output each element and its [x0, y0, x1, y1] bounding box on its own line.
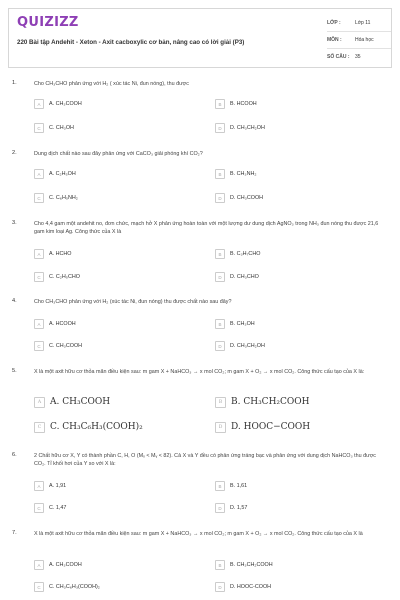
meta-label: SỐ CÂU : [327, 54, 350, 60]
option-box-icon: D [215, 341, 225, 351]
question-text: Dung dịch chất nào sau đây phản ứng với CaCO₃ giải phóng khí CO₂? [34, 151, 203, 157]
option-text: D. HOOC-COOH [230, 584, 272, 590]
option-box-icon: C [34, 503, 44, 513]
option-text: C. CH₃C₆H₃(COOH)₂ [50, 422, 143, 432]
question-number: 4. [12, 298, 17, 304]
option-box-icon: C [34, 123, 44, 133]
option-box-icon: C [34, 422, 45, 433]
option-box-icon: A [34, 397, 45, 408]
option-text: C. C₂H₅CHO [49, 274, 80, 280]
option-box-icon: B [215, 560, 225, 570]
option-a[interactable] [34, 318, 204, 330]
option-box-icon: A [34, 319, 44, 329]
question-text: 2 Chất hữu cơ X, Y có thành phần C, H, O (Mₓ < Mᵧ < 82). Cả X và Y đều có phản ứng tráng bạc và phản ứng với dung dịch NaHCO₃ thu được CO₂. Tỉ khối hơi của Y so với X là: [34, 453, 376, 467]
option-box-icon: B [215, 397, 226, 408]
question-text: X là một axit hữu cơ thỏa mãn điều kiện sau: m gam X + NaHCO₃ → x mol CO₂; m gam X + O₂ → x mol CO₂. Công thức cấu tạo của X là [34, 531, 363, 537]
question-number: 6. [12, 452, 17, 458]
option-c[interactable] [34, 502, 204, 514]
worksheet-header [8, 8, 392, 68]
option-box-icon: C [34, 272, 44, 282]
question-number: 2. [12, 150, 17, 156]
option-text: B. CH₃NH₂ [230, 171, 257, 177]
option-text: D. HOOC−COOH [231, 422, 311, 432]
option-box-icon: A [34, 560, 44, 570]
meta-label: MÔN : [327, 37, 342, 43]
option-box-icon: C [34, 582, 44, 592]
question-number: 5. [12, 368, 17, 374]
option-text: D. CH₃CH₂OH [230, 343, 265, 349]
option-d[interactable] [215, 192, 385, 204]
option-text: C. C₆H₅NH₂ [49, 195, 78, 201]
meta-value: 35 [355, 54, 361, 60]
option-text: A. C₂H₅OH [49, 171, 76, 177]
option-b[interactable] [215, 480, 385, 492]
option-b[interactable] [215, 98, 385, 110]
option-a[interactable] [34, 480, 204, 492]
option-text: A. HCOOH [49, 321, 76, 327]
meta-row-count [327, 49, 391, 65]
option-b[interactable] [215, 396, 385, 408]
option-text: D. 1,57 [230, 505, 248, 511]
option-c[interactable] [34, 271, 204, 283]
option-b[interactable] [215, 318, 385, 330]
option-text: B. CH₃OH [230, 321, 255, 327]
option-box-icon: D [215, 422, 226, 433]
meta-label: LỚP : [327, 20, 341, 26]
meta-value: Lớp 11 [355, 20, 371, 26]
option-box-icon: C [34, 341, 44, 351]
option-text: C. CH₃COOH [49, 343, 83, 349]
option-a[interactable] [34, 248, 204, 260]
option-a[interactable] [34, 98, 204, 110]
question-number: 3. [12, 220, 17, 226]
option-text: B. HCOOH [230, 101, 257, 107]
option-d[interactable] [215, 421, 385, 433]
option-box-icon: D [215, 582, 225, 592]
option-a[interactable] [34, 559, 204, 571]
option-c[interactable] [34, 581, 204, 593]
option-d[interactable] [215, 581, 385, 593]
option-text: B. CH₃CH₂COOH [230, 562, 273, 568]
option-d[interactable] [215, 340, 385, 352]
meta-value: Hóa học [355, 37, 374, 43]
option-b[interactable] [215, 168, 385, 180]
option-text: C. CH₃OH [49, 125, 74, 131]
option-c[interactable] [34, 340, 204, 352]
option-text: A. CH₃COOH [49, 562, 82, 568]
option-a[interactable] [34, 168, 204, 180]
option-c[interactable] [34, 122, 204, 134]
option-box-icon: B [215, 481, 225, 491]
option-text: D. CH₃COOH [230, 195, 264, 201]
option-text: D. CH₃CHO [230, 274, 259, 280]
option-text: C. CH₃C₆H₃(COOH)₂ [49, 584, 100, 590]
option-box-icon: A [34, 481, 44, 491]
option-box-icon: A [34, 99, 44, 109]
option-box-icon: D [215, 272, 225, 282]
meta-row-subject [327, 32, 391, 49]
question-text: Cho 4,4 gam một andehit no, đơn chức, mạch hở X phản ứng hoàn toàn với một lượng dư dung dịch AgNO₃ trong NH₃ đun nóng thu được 21,6 gam kim loại Ag. Công thức của X là [34, 221, 379, 235]
option-text: B. C₃H₇CHO [230, 251, 261, 257]
quizizz-logo: QUIZIZZ [17, 15, 79, 30]
option-text: A. 1,91 [49, 483, 67, 489]
worksheet-meta [327, 15, 391, 65]
option-box-icon: A [34, 249, 44, 259]
option-d[interactable] [215, 502, 385, 514]
option-b[interactable] [215, 248, 385, 260]
option-box-icon: B [215, 249, 225, 259]
option-text: C. 1,47 [49, 505, 67, 511]
option-c[interactable] [34, 192, 204, 204]
option-box-icon: B [215, 319, 225, 329]
option-text: A. HCHO [49, 251, 72, 257]
option-text: B. CH₃CH₂COOH [231, 397, 310, 407]
option-box-icon: B [215, 99, 225, 109]
option-box-icon: B [215, 169, 225, 179]
option-text: B. 1,61 [230, 483, 248, 489]
option-text: D. CH₃CH₂OH [230, 125, 265, 131]
option-d[interactable] [215, 271, 385, 283]
option-box-icon: A [34, 169, 44, 179]
question-text: X là một axit hữu cơ thỏa mãn điều kiện sau: m gam X + NaHCO₃ → x mol CO₂; m gam X + O₂ → x mol CO₂. Công thức cấu tạo của X là: [34, 369, 365, 375]
option-box-icon: C [34, 193, 44, 203]
meta-row-grade [327, 15, 391, 32]
worksheet-title: 220 Bài tập Andehit - Xeton - Axit cacboxylic cơ bản, nâng cao có lời giải (P3) [17, 39, 245, 46]
option-text: A. CH₃COOH [50, 397, 111, 407]
question-number: 1. [12, 80, 17, 86]
option-b[interactable] [215, 559, 385, 571]
question-number: 7. [12, 530, 17, 536]
option-text: A. CH₃COOH [49, 101, 82, 107]
question-text: Cho CH₃CHO phản ứng với H₂ ( xúc tác Ni, đun nóng), thu được [34, 81, 189, 87]
option-box-icon: D [215, 193, 225, 203]
option-box-icon: D [215, 123, 225, 133]
option-a[interactable] [34, 396, 204, 408]
option-box-icon: D [215, 503, 225, 513]
question-text: Cho CH₃CHO phản ứng với H₂ (xúc tác Ni, đun nóng) thu được chất nào sau đây? [34, 299, 232, 305]
option-d[interactable] [215, 122, 385, 134]
option-c[interactable] [34, 421, 204, 433]
